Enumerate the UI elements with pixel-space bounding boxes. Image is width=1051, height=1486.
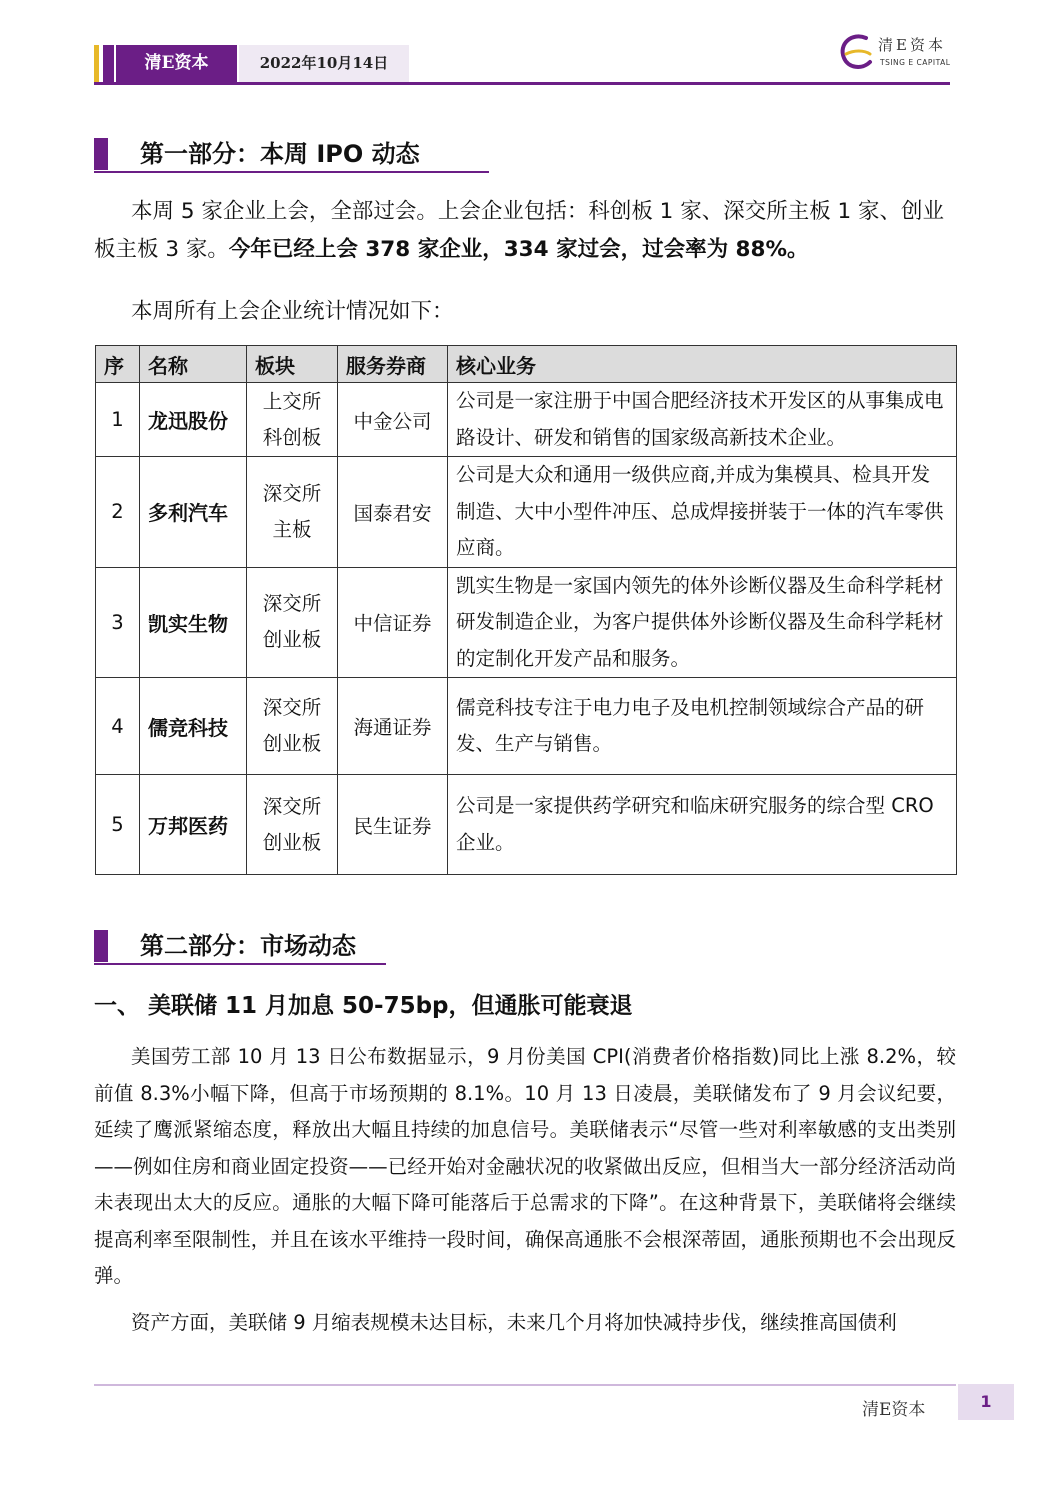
section2-title: 第二部分：市场动态 [140,932,356,960]
table-row [96,383,957,457]
paragraph-assets: 资产方面，美联储 9 月缩表规模未达目标，未来几个月将加快减持步伐，继续推高国债利 [131,1311,897,1334]
row-broker: 海通证券 [338,678,448,775]
row-no: 1 [96,383,140,457]
table-intro: 本周所有上会企业统计情况如下： [131,299,454,324]
row-business: 凯实生物是一家国内领先的体外诊断仪器及生命科学耗材研发制造企业，为客户提供体外诊断仪器及生命科学耗材的定制化开发产品和服务。 [448,567,957,678]
section2-heading [94,930,394,966]
table-row [96,775,957,875]
section-marker [94,930,108,962]
row-broker: 中信证券 [338,567,448,678]
section-marker [94,138,108,170]
row-broker: 国泰君安 [338,457,448,568]
table-row [96,457,957,568]
header-accent-yellow [94,45,99,82]
col-header-business: 核心业务 [448,346,957,383]
section-underline [94,171,489,173]
row-business: 公司是一家提供药学研究和临床研究服务的综合型 CRO 企业。 [448,775,957,875]
header-accent-purple [103,45,114,82]
table-header-row [96,346,957,383]
intro-bold: 今年已经上会 378 家企业，334 家过会，过会率为 88%。 [228,237,809,262]
footer-brand: 清E资本 [862,1400,926,1420]
row-no: 5 [96,775,140,875]
row-business: 公司是大众和通用一级供应商,并成为集模具、检具开发制造、大中小型件冲压、总成焊接拼装于一体的汽车零供应商。 [448,457,957,568]
row-broker: 民生证券 [338,775,448,875]
col-header-board: 板块 [247,346,338,383]
header-brand: 清E资本 [116,45,237,82]
section1-heading [94,138,494,174]
row-board: 深交所创业板 [247,678,338,775]
col-header-broker: 服务券商 [338,346,448,383]
paragraph-fed: 美国劳工部 10 月 13 日公布数据显示，9 月份美国 CPI(消费者价格指数)同比上涨 8.2%，较前值 8.3%小幅下降，但高于市场预期的 8.1%。10 月 13 日凌晨，美联储发布了 9 月会议纪要，延续了鹰派紧缩态度，释放出大幅且持续的加息信号。美联储表示“尽管一些对利率敏感的支出类别——例如住房和商业固定投资——已经开始对金融状况的收紧做出反应，但相当大一部分经济活动尚未表现出太大的反应。通胀的大幅下降可能落后于总需求的下降”。在这种背景下，美联储将会继续提高利率至限制性，并且在该水平维持一段时间，确保高通胀不会根深蒂固，通胀预期也不会出现反弹。 [94,1045,956,1287]
header-date: 2022年10月14日 [239,45,409,82]
row-board: 深交所主板 [247,457,338,568]
row-name: 万邦医药 [140,775,247,875]
col-header-no: 序 [96,346,140,383]
logo-text-cn: 清E资本 [878,36,946,54]
col-header-name: 名称 [140,346,247,383]
page-number: 1 [958,1384,1014,1420]
row-name: 儒竞科技 [140,678,247,775]
row-board: 上交所科创板 [247,383,338,457]
row-business: 公司是一家注册于中国合肥经济技术开发区的从事集成电路设计、研发和销售的国家级高新技术企业。 [448,383,957,457]
row-business: 儒竞科技专注于电力电子及电机控制领域综合产品的研发、生产与销售。 [448,678,957,775]
logo-text-en: TSING E CAPITAL [880,58,951,67]
table-row [96,678,957,775]
logo-mark-icon [834,28,878,78]
row-name: 多利汽车 [140,457,247,568]
section-underline [94,963,386,965]
ipo-table [95,345,957,875]
intro-plain: 本周 5 家企业上会，全部过会。上会企业包括：科创板 1 家、深交所主板 1 家、创业板主板 3 家。 [94,199,945,262]
row-broker: 中金公司 [338,383,448,457]
section1-intro [94,193,956,269]
subheading-fed: 一、 美联储 11 月加息 50-75bp，但通胀可能衰退 [94,993,633,1019]
row-no: 4 [96,678,140,775]
row-board: 深交所创业板 [247,567,338,678]
table-row [96,567,957,678]
row-name: 龙迅股份 [140,383,247,457]
row-name: 凯实生物 [140,567,247,678]
footer-divider [94,1384,956,1386]
company-logo [834,28,954,78]
row-no: 3 [96,567,140,678]
header-divider [94,82,950,85]
row-no: 2 [96,457,140,568]
row-board: 深交所创业板 [247,775,338,875]
section1-title: 第一部分：本周 IPO 动态 [140,140,420,168]
